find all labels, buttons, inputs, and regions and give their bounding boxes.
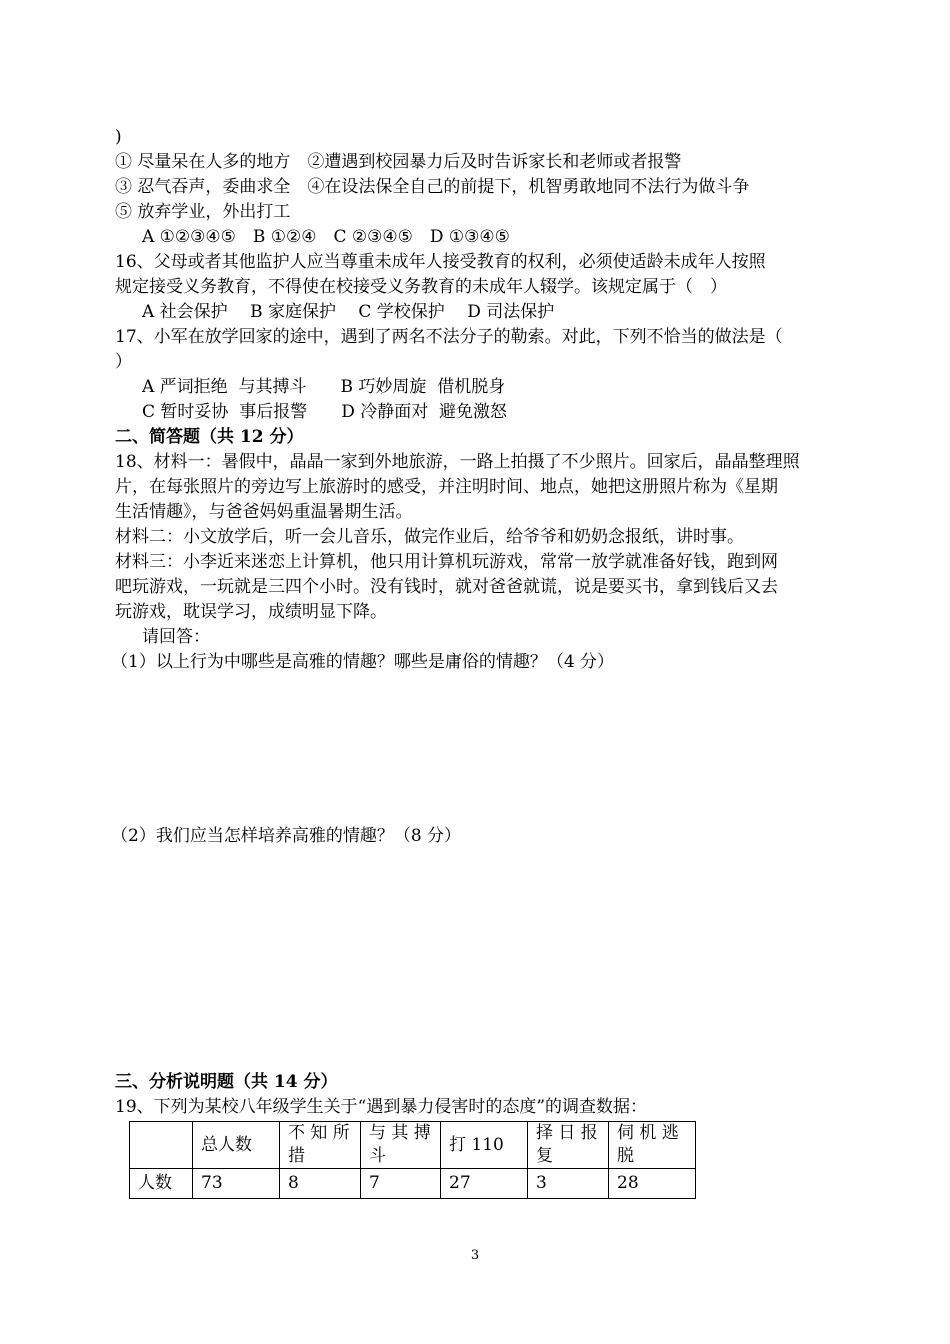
q18-material3-line2: 吧玩游戏，一玩就是三四个小时。没有钱时，就对爸爸就谎，说是要买书，拿到钱后又去	[115, 577, 778, 597]
table-header-cell	[130, 1122, 193, 1169]
table-header-cell: 伺 机 逃 脱	[609, 1122, 696, 1169]
q15-options-3-4: ③ 忍气吞声，委曲求全 ④在设法保全自己的前提下，机智勇敢地同不法行为做斗争	[115, 177, 750, 197]
q15-continuation: )	[115, 127, 122, 147]
table-cell: 28	[609, 1169, 696, 1199]
q17-stem-line1: 17、小军在放学回家的途中，遇到了两名不法分子的勒索。对此，下列不恰当的做法是（	[115, 327, 783, 347]
q17-choices-ab: A 严词拒绝 与其搏斗 B 巧妙周旋 借机脱身	[142, 377, 506, 397]
q17-stem-line2: ）	[115, 352, 132, 372]
q18-subquestion-2: （2）我们应当怎样培养高雅的情趣？（8 分）	[111, 826, 462, 846]
q18-material3-line1: 材料三：小李近来迷恋上计算机，他只用计算机玩游戏，常常一放学就准备好钱，跑到网	[115, 552, 778, 572]
q18-material3-line3: 玩游戏，耽误学习，成绩明显下降。	[115, 602, 387, 622]
q18-subquestion-1: （1）以上行为中哪些是高雅的情趣？哪些是庸俗的情趣？（4 分）	[111, 652, 615, 672]
q16-choices: A 社会保护 B 家庭保护 C 学校保护 D 司法保护	[142, 302, 555, 322]
table-cell: 27	[441, 1169, 528, 1199]
table-header-cell: 不 知 所 措	[280, 1122, 361, 1169]
section2-heading: 二、简答题（共 12 分）	[115, 427, 304, 447]
q19-intro: 19、下列为某校八年级学生关于“遇到暴力侵害时的态度”的调查数据：	[115, 1097, 648, 1117]
q15-option-5: ⑤ 放弃学业，外出打工	[115, 202, 291, 222]
q16-stem-line2: 规定接受义务教育，不得使在校接受义务教育的未成年人辍学。该规定属于（ ）	[115, 277, 727, 297]
table-header-cell: 择 日 报 复	[528, 1122, 609, 1169]
table-cell: 3	[528, 1169, 609, 1199]
q18-material2: 材料二：小文放学后，听一会儿音乐，做完作业后，给爷爷和奶奶念报纸，讲时事。	[115, 527, 744, 547]
q18-material1-line1: 18、材料一：暑假中，晶晶一家到外地旅游，一路上拍摄了不少照片。回家后，晶晶整理照	[115, 452, 800, 472]
q15-choices: A ①②③④⑤ B ①②④ C ②③④⑤ D ①③④⑤	[142, 227, 510, 247]
page-number: 3	[470, 1248, 480, 1263]
table-row	[130, 1169, 696, 1199]
q18-material1-line2: 片，在每张照片的旁边写上旅游时的感受，并注明时间、地点，她把这册照片称为《星期	[115, 477, 778, 497]
q18-material1-line3: 生活情趣》，与爸爸妈妈重温暑期生活。	[115, 502, 413, 522]
section3-heading: 三、分析说明题（共 14 分）	[115, 1072, 338, 1092]
table-header-row	[130, 1122, 696, 1169]
table-cell: 7	[361, 1169, 441, 1199]
table-cell: 8	[280, 1169, 361, 1199]
table-header-cell: 与 其 搏 斗	[361, 1122, 441, 1169]
table-header-cell: 总人数	[193, 1122, 280, 1169]
table-cell: 人数	[130, 1169, 193, 1199]
q15-options-1-2: ① 尽量呆在人多的地方 ②遭遇到校园暴力后及时告诉家长和老师或者报警	[115, 152, 682, 172]
q17-choices-cd: C 暂时妥协 事后报警 D 冷静面对 避免激怒	[142, 402, 508, 422]
table-cell: 73	[193, 1169, 280, 1199]
survey-table	[129, 1121, 696, 1199]
q16-stem-line1: 16、父母或者其他监护人应当尊重未成年人接受教育的权利，必须使适龄未成年人按照	[115, 252, 766, 272]
q18-prompt: 请回答：	[142, 627, 210, 647]
table-header-cell: 打 110	[441, 1122, 528, 1169]
